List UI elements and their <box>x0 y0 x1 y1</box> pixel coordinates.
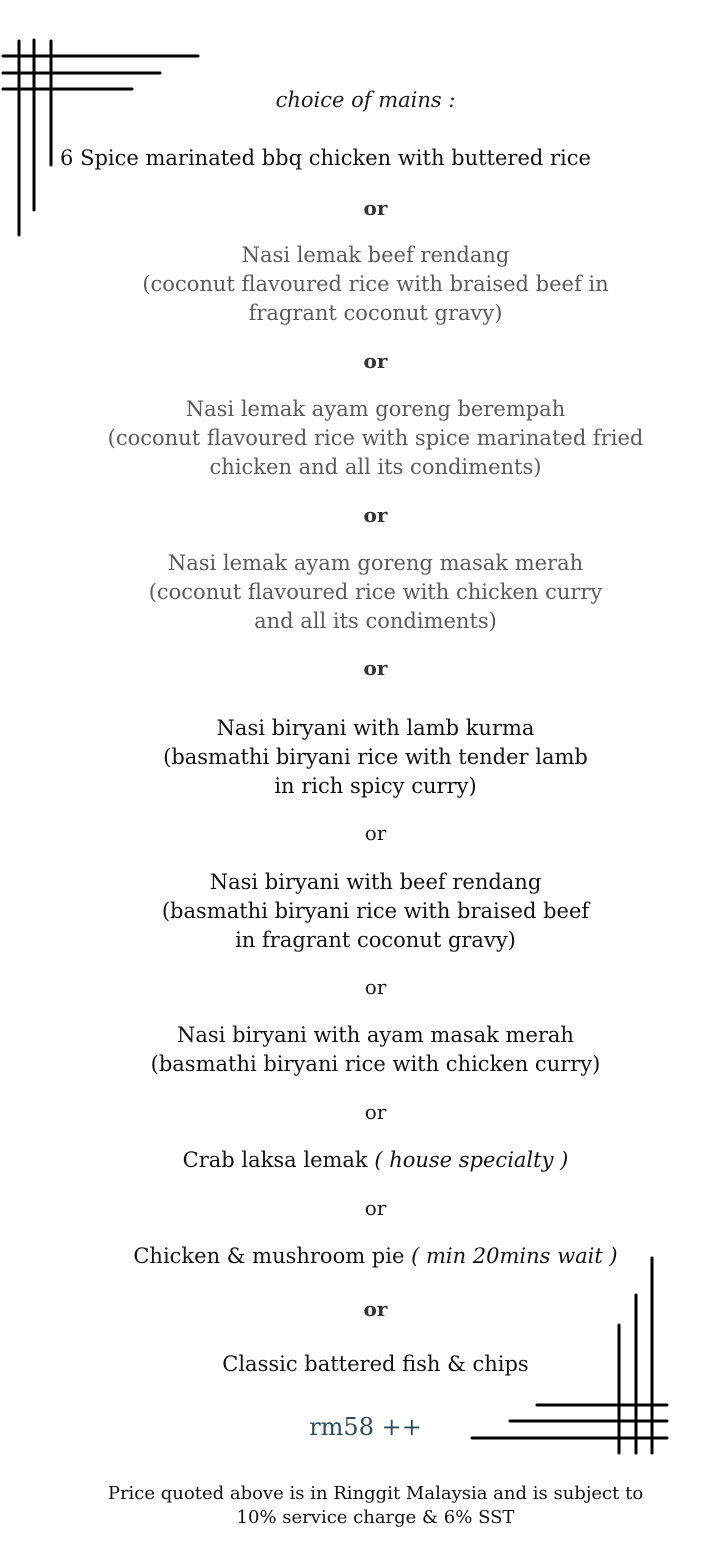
dish-description: (basmathi biryani rice with braised beef <box>161 899 590 923</box>
dish-name: Nasi lemak ayam goreng masak merah <box>167 551 584 575</box>
dish-item <box>25 1242 701 1271</box>
dish-item <box>0 144 676 173</box>
dish-description: (basmathi biryani rice with tender lamb <box>163 745 588 769</box>
separator: or <box>364 1196 387 1220</box>
dish-name: Crab laksa lemak <box>182 1148 368 1172</box>
dish-description: (coconut flavoured rice with chicken curry <box>148 580 603 604</box>
dish-description: (coconut flavoured rice with spice marinated fried <box>107 426 644 450</box>
dish-name: 6 Spice marinated bbq chicken with buttered rice <box>60 146 591 170</box>
dish-description: fragrant coconut gravy) <box>248 301 503 325</box>
dish-item <box>25 549 701 636</box>
separator: or <box>364 821 387 845</box>
dish-item <box>25 714 701 801</box>
separator: or <box>363 349 388 373</box>
dish-item <box>25 1021 701 1079</box>
dish-name: Nasi biryani with ayam masak merah <box>177 1023 574 1047</box>
separator: or <box>363 503 388 527</box>
separator: or <box>363 656 388 680</box>
dish-description: (coconut flavoured rice with braised beef in <box>142 272 609 296</box>
dish-note: ( min 20mins wait ) <box>411 1244 618 1268</box>
dish-name: Nasi biryani with beef rendang <box>209 870 542 894</box>
separator: or <box>363 196 388 220</box>
dish-item <box>25 1350 701 1379</box>
price: rm58 ++ <box>309 1413 422 1441</box>
footnote-line: 10% service charge & 6% SST <box>236 1507 515 1528</box>
dish-description: in fragrant coconut gravy) <box>235 928 516 952</box>
dish-name: Nasi lemak beef rendang <box>241 243 510 267</box>
dish-name: Nasi biryani with lamb kurma <box>216 716 535 740</box>
footnote-line: Price quoted above is in Ringgit Malaysia and is subject to <box>107 1483 644 1504</box>
dish-item <box>25 1146 701 1175</box>
dish-description: chicken and all its condiments) <box>209 455 542 479</box>
dish-description: in rich spicy curry) <box>274 774 477 798</box>
dish-description: (basmathi biryani rice with chicken curry) <box>150 1052 601 1076</box>
separator: or <box>364 975 387 999</box>
dish-item <box>25 868 701 955</box>
menu-heading: choice of mains : <box>275 88 456 112</box>
price-footnote <box>25 1482 701 1530</box>
dish-item <box>25 241 701 328</box>
dish-name: Classic battered fish & chips <box>222 1352 529 1376</box>
dish-note: ( house specialty ) <box>374 1148 569 1172</box>
dish-name: Chicken & mushroom pie <box>133 1244 405 1268</box>
separator: or <box>364 1100 387 1124</box>
dish-name: Nasi lemak ayam goreng berempah <box>185 397 566 421</box>
separator: or <box>363 1297 388 1321</box>
dish-item <box>25 395 701 482</box>
dish-description: and all its condiments) <box>254 609 497 633</box>
